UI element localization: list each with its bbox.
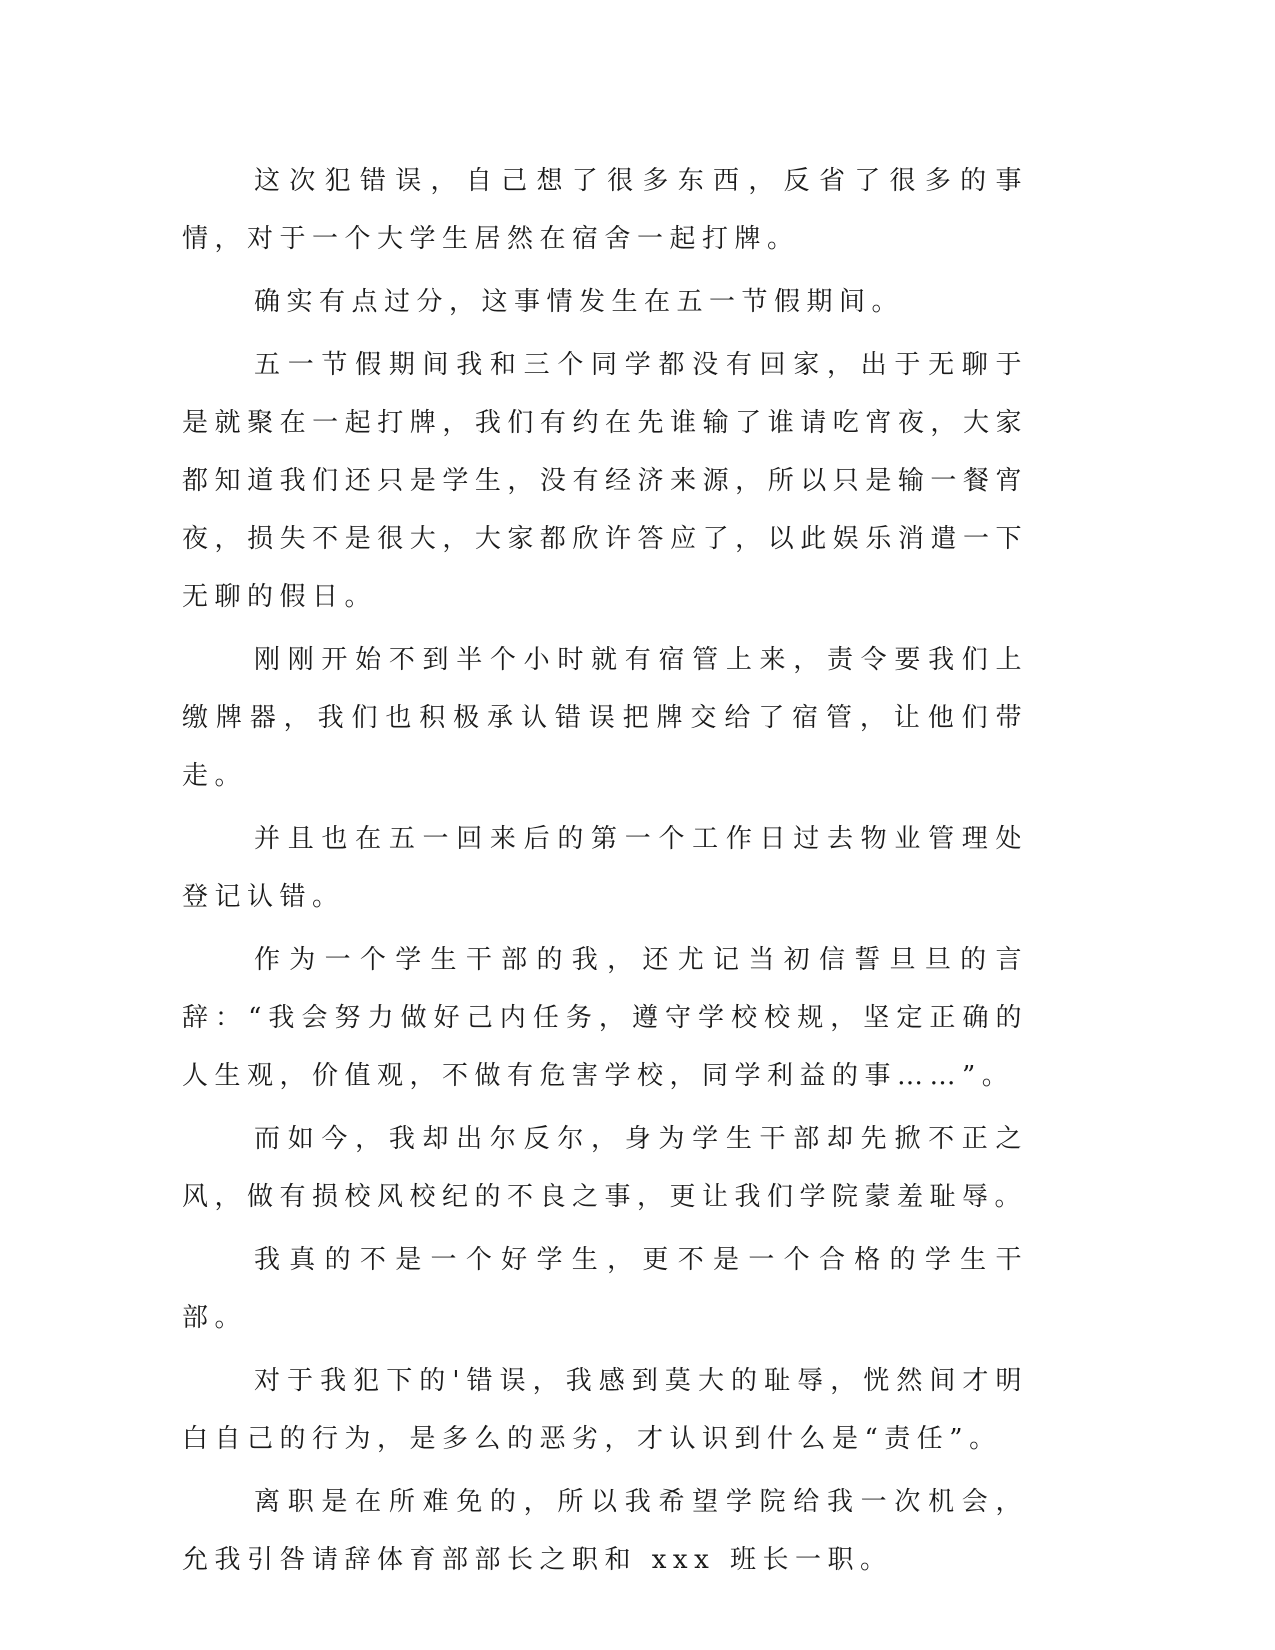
paragraph: 这次犯错误，自己想了很多东西，反省了很多的事情，对于一个大学生居然在宿舍一起打牌。 <box>182 166 1028 254</box>
document-body <box>182 152 1028 1594</box>
paragraph: 作为一个学生干部的我，还尤记当初信誓旦旦的言辞：“我会努力做好己内任务，遵守学校校规，坚定正确的人生观，价值观，不做有危害学校，同学利益的事……”。 <box>182 945 1028 1091</box>
paragraph: 我真的不是一个好学生，更不是一个合格的学生干部。 <box>182 1245 1028 1333</box>
paragraph: 并且也在五一回来后的第一个工作日过去物业管理处登记认错。 <box>182 824 1028 912</box>
paragraph: 确实有点过分，这事情发生在五一节假期间。 <box>254 287 905 317</box>
paragraph: 刚刚开始不到半个小时就有宿管上来，责令要我们上缴牌器，我们也积极承认错误把牌交给了宿管，让他们带走。 <box>182 645 1028 791</box>
paragraph: 而如今，我却出尔反尔，身为学生干部却先掀不正之风，做有损校风校纪的不良之事，更让我们学院蒙羞耻辱。 <box>182 1124 1028 1212</box>
paragraph: 五一节假期间我和三个同学都没有回家，出于无聊于是就聚在一起打牌，我们有约在先谁输了谁请吃宵夜，大家都知道我们还只是学生，没有经济来源，所以只是输一餐宵夜，损失不是很大，大家都欣许答应了，以此娱乐消遣一下无聊的假日。 <box>182 350 1028 612</box>
paragraph: 离职是在所难免的，所以我希望学院给我一次机会，允我引咎请辞体育部部长之职和 xxx 班长一职。 <box>182 1487 1028 1575</box>
paragraph: 对于我犯下的'错误，我感到莫大的耻辱，恍然间才明白自己的行为，是多么的恶劣，才认识到什么是“责任”。 <box>182 1366 1028 1454</box>
